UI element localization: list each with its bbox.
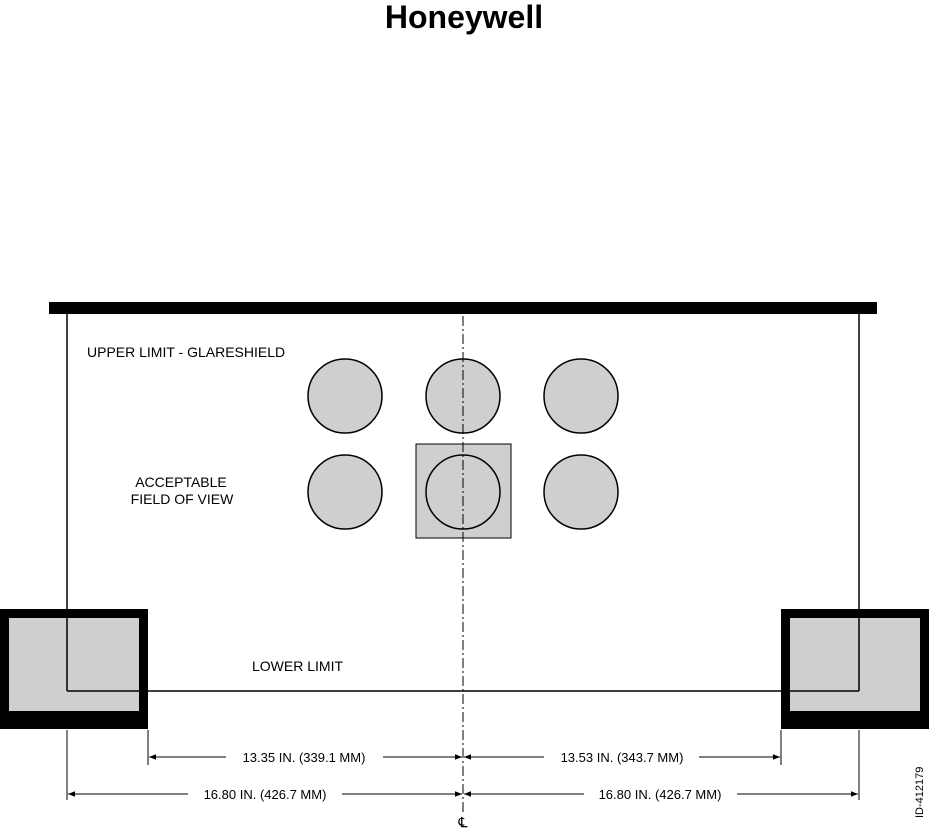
field-of-view-label-line2: FIELD OF VIEW xyxy=(130,491,234,507)
right-obstruction xyxy=(781,609,929,729)
instrument-circle-top-right xyxy=(544,359,618,433)
instrument-circle-top-left xyxy=(308,359,382,433)
instrument-circle-bottom-right xyxy=(544,455,618,529)
dimension-right-outer xyxy=(464,787,858,802)
dimension-right-outer-text: 16.80 IN. (426.7 MM) xyxy=(598,787,722,802)
dimension-right-inner xyxy=(464,750,780,765)
instrument-circle-bottom-left xyxy=(308,455,382,529)
left-obstruction xyxy=(0,609,148,729)
field-of-view-label-line1: ACCEPTABLE xyxy=(135,474,227,490)
drawing-id: ID-412179 xyxy=(914,766,926,818)
dimension-right-inner-text: 13.53 IN. (343.7 MM) xyxy=(560,750,684,765)
dimension-left-inner xyxy=(149,750,462,765)
dimension-left-outer-text: 16.80 IN. (426.7 MM) xyxy=(203,787,327,802)
upper-limit-label: UPPER LIMIT - GLARESHIELD xyxy=(87,344,286,360)
lower-limit-label: LOWER LIMIT xyxy=(252,658,344,674)
honeywell-logo: Honeywell xyxy=(384,0,544,35)
dimension-left-outer xyxy=(68,787,462,802)
glareshield-bar xyxy=(49,302,877,314)
centerline-symbol: ℄ xyxy=(458,814,468,830)
dimension-left-inner-text: 13.35 IN. (339.1 MM) xyxy=(242,750,366,765)
